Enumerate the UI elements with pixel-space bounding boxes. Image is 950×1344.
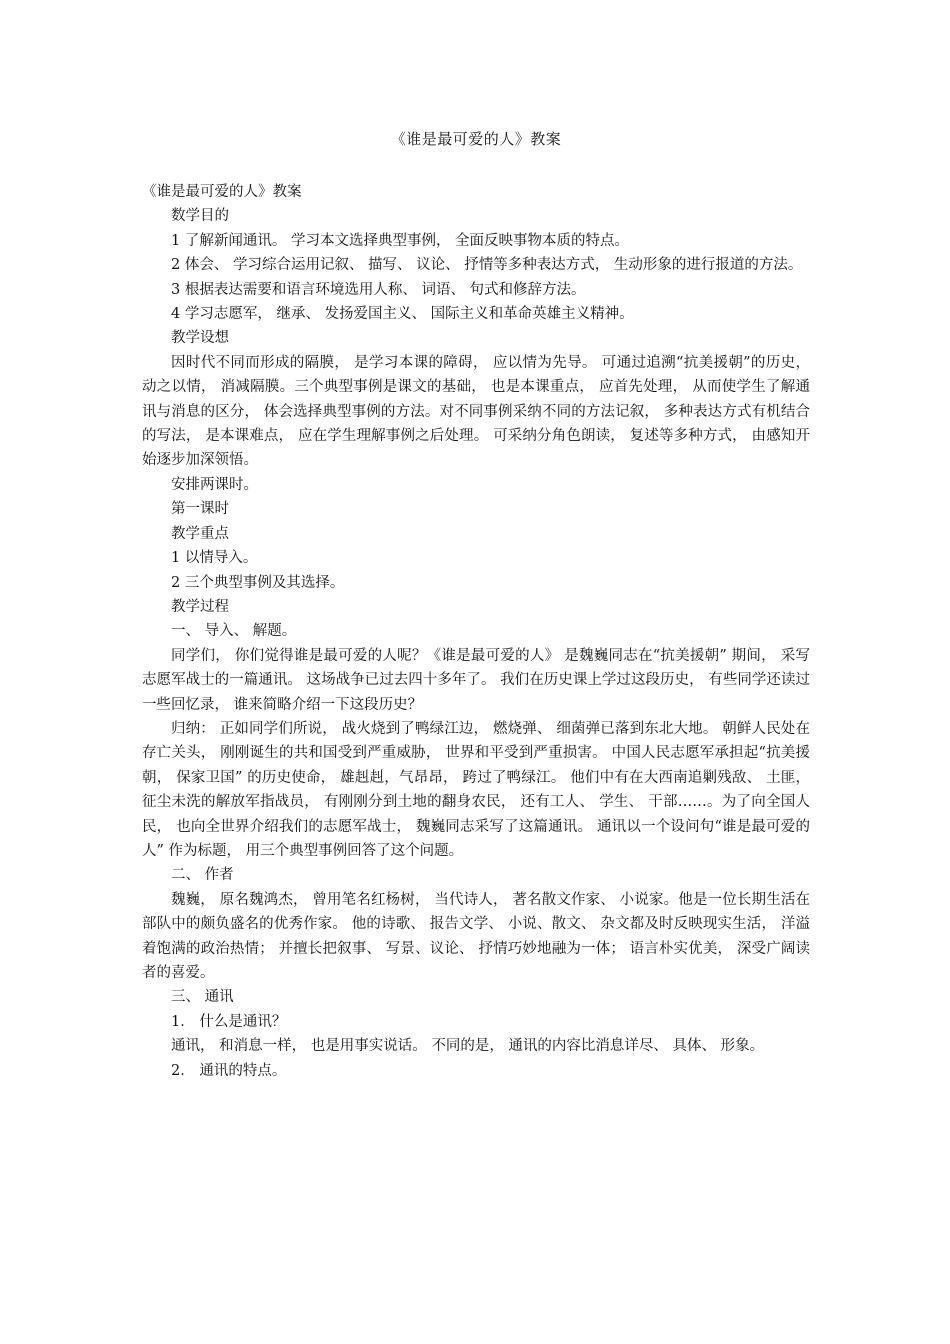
paragraph: 2 三个典型事例及其选择。: [171, 574, 345, 591]
paragraph: 安排两课时。: [171, 476, 258, 493]
paragraph: 1 以情导入。: [171, 550, 258, 567]
paragraph: 4 学习志愿军， 继承、 发扬爱国主义、 国际主义和革命英雄主义精神。: [171, 306, 634, 323]
paragraph: 《谁是最可爱的人》教案: [142, 184, 302, 200]
paragraph: 2． 通讯的特点。: [171, 1062, 287, 1079]
paragraph: 教学设想: [171, 330, 229, 347]
paragraph: 1． 什么是通讯？: [171, 1013, 287, 1030]
paragraph: 教学过程: [171, 598, 229, 615]
paragraph: 数学目的: [171, 208, 229, 225]
paragraph: 3 根据表达需要和语言环境选用人称、 词语、 句式和修辞方法。: [171, 281, 586, 298]
paragraph: 第一课时: [171, 501, 229, 518]
document-body: [142, 180, 810, 1083]
document-title: 《谁是最可爱的人》教案: [390, 130, 562, 148]
paragraph: 同学们， 你们觉得谁是最可爱的人呢？《谁是最可爱的人》 是魏巍同志在“抗美援朝” 期间， 采写志愿军战士的一篇通讯。 这场战争已过去四十多年了。 我们在历史课上学过这段历史， 有些同学还读过一些回忆录， 谁来简略介绍一下这段历史？: [142, 647, 810, 713]
paragraph: 一、 导入、 解题。: [171, 623, 297, 640]
paragraph: 魏巍， 原名魏鸿杰， 曾用笔名红杨树， 当代诗人， 著名散文作家、 小说家。他是一位长期生活在部队中的颇负盛名的优秀作家。 他的诗歌、 报告文学、 小说、散文、 杂文都及时反映现实生活， 洋溢着饱满的政治热情； 并擅长把叙事、 写景、议论、 抒情巧妙地融为一体； 语言朴实优美， 深受广阔读者的喜爱。: [142, 891, 810, 981]
paragraph: 二、 作者: [171, 867, 234, 884]
paragraph: 归纳： 正如同学们所说， 战火烧到了鸭绿江边， 燃烧弹、 细菌弹已落到东北大地。 朝鲜人民处在存亡关头， 刚刚诞生的共和国受到严重威胁， 世界和平受到严重损害。 中国人民志愿军承担起“抗美援朝， 保家卫国” 的历史使命， 雄赳赳，气昂昂， 跨过了鸭绿江。 他们中有在大西南追剿残敌、 土匪， 征尘未洗的解放军指战员， 有刚刚分到土地的翻身农民， 还有工人、 学生、 干部……。为了向全国人民， 也向全世界介绍我们的志愿军战士， 魏巍同志采写了这篇通讯。 通讯以一个设问句“谁是最可爱的人” 作为标题， 用三个典型事例回答了这个问题。: [142, 720, 810, 859]
document-page: [142, 128, 810, 1083]
paragraph: 因时代不同而形成的隔膜， 是学习本课的障碍， 应以情为先导。 可通过追溯“抗美援朝”的历史， 动之以情， 消减隔膜。三个典型事例是课文的基础， 也是本课重点， 应首先处理， 从而使学生了解通讯与消息的区分， 体会选择典型事例的方法。对不同事例采纳不同的方法记叙， 多种表达方式有机结合的写法， 是本课难点， 应在学生理解事例之后处理。 可采纳分角色朗读， 复述等多种方式， 由感知开始逐步加深领悟。: [142, 354, 810, 469]
paragraph: 教学重点: [171, 525, 229, 542]
paragraph: 2 体会、 学习综合运用记叙、 描写、 议论、 抒情等多种表达方式， 生动形象的进行报道的方法。: [171, 257, 803, 274]
paragraph: 通讯， 和消息一样， 也是用事实说话。 不同的是， 通讯的内容比消息详尽、 具体、 形象。: [171, 1038, 765, 1055]
paragraph: 三、 通讯: [171, 989, 234, 1006]
paragraph: 1 了解新闻通讯。 学习本文选择典型事例， 全面反映事物本质的特点。: [171, 232, 630, 249]
